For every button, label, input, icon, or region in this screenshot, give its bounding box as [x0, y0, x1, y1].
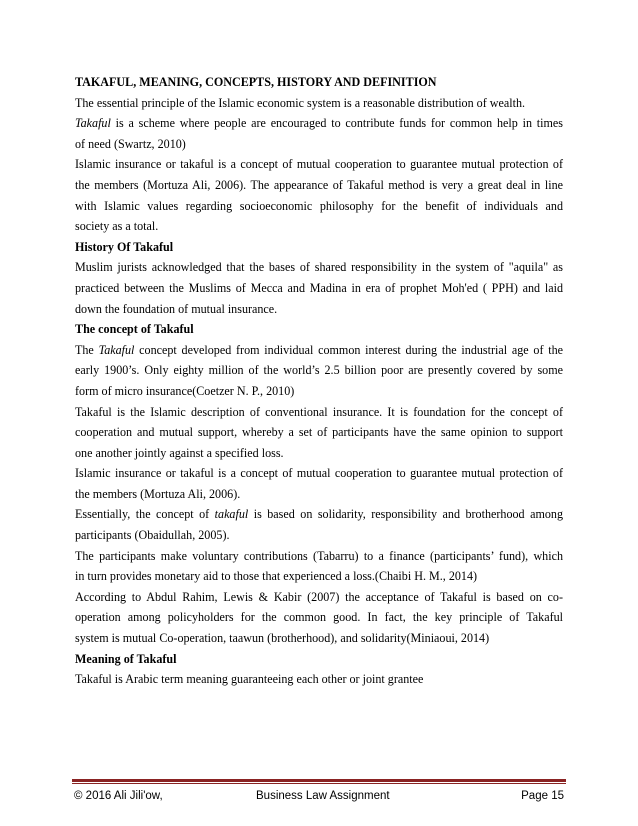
paragraph-line: system is mutual Co-operation, taawun (brotherhood), and solidarity(Miniaoui, 2014) [75, 631, 490, 646]
section-heading-concept: The concept of Takaful [75, 322, 194, 337]
text-run: is a scheme where people are encouraged to contribute funds for common help in times [110, 116, 563, 131]
paragraph-line: participants (Obaidullah, 2005). [75, 528, 230, 543]
paragraph-line: of need (Swartz, 2010) [75, 136, 186, 151]
text-run: Essentially, the concept of [75, 507, 215, 522]
paragraph-line: cooperation and mutual support, whereby a set of participants have the same opinion to support [75, 425, 563, 440]
page-body [75, 72, 563, 690]
paragraph-line: the members (Mortuza Ali, 2006). [75, 486, 241, 501]
page-footer [74, 787, 564, 805]
section-heading-history: History Of Takaful [75, 239, 174, 254]
paragraph-line: Takaful is Arabic term meaning guaranteeing each other or joint grantee [75, 672, 424, 687]
section-heading-meaning: Meaning of Takaful [75, 651, 177, 666]
footer-assignment-title: Business Law Assignment [256, 790, 390, 802]
paragraph-line: practiced between the Muslims of Mecca and Madina in era of prophet Moh'ed ( PPH) and laid [75, 280, 563, 295]
paragraph-line: early 1900’s. Only eighty million of the world’s 2.5 billion poor are presently covered by some [75, 363, 563, 378]
paragraph-line: According to Abdul Rahim, Lewis & Kabir (2007) the acceptance of Takaful is based on co- [75, 589, 563, 604]
text-run: concept developed from individual common interest during the industrial age of the [134, 342, 564, 357]
text-run: The [75, 342, 99, 357]
paragraph-line [75, 504, 563, 525]
footer-rule [72, 779, 566, 782]
paragraph-line: operation among policyholders for the common good. In fact, the key principle of Takaful [75, 610, 563, 625]
paragraph-line: the members (Mortuza Ali, 2006). The appearance of Takaful method is very a great deal in line [75, 177, 563, 192]
page-title: TAKAFUL, MEANING, CONCEPTS, HISTORY AND DEFINITION [75, 75, 437, 89]
italic-term: takaful [214, 507, 249, 522]
paragraph-line: The participants make voluntary contributions (Tabarru) to a finance (participants’ fund), which [75, 548, 563, 563]
paragraph-line: The essential principle of the Islamic economic system is a reasonable distribution of wealth. [75, 95, 526, 110]
footer-copyright: © 2016 Ali Jili'ow, [74, 790, 163, 802]
paragraph-line [75, 340, 563, 361]
paragraph-line: down the foundation of mutual insurance. [75, 301, 278, 316]
italic-term: Takaful [98, 342, 135, 357]
paragraph-line: Takaful is the Islamic description of conventional insurance. It is foundation for the concept of [75, 404, 563, 419]
paragraph-line: form of micro insurance(Coetzer N. P., 2010) [75, 383, 295, 398]
text-run: is based on solidarity, responsibility and brotherhood among [248, 507, 563, 522]
paragraph-line: Islamic insurance or takaful is a concept of mutual cooperation to guarantee mutual protection of [75, 466, 563, 481]
paragraph-line: society as a total. [75, 219, 159, 234]
footer-rule-thin [72, 783, 566, 784]
paragraph-line: one another jointly against a specified loss. [75, 445, 284, 460]
paragraph-line: with Islamic values regarding socioeconomic philosophy for the benefit of individuals and [75, 198, 563, 213]
paragraph-line: Muslim jurists acknowledged that the bases of shared responsibility in the system of "aquila" as [75, 260, 563, 275]
italic-term: Takaful [75, 116, 111, 131]
footer-page-number: Page 15 [521, 790, 564, 802]
paragraph-line: Islamic insurance or takaful is a concept of mutual cooperation to guarantee mutual protection of [75, 157, 563, 172]
paragraph-line: in turn provides monetary aid to those that experienced a loss.(Chaibi H. M., 2014) [75, 569, 478, 584]
paragraph-line [75, 113, 563, 134]
